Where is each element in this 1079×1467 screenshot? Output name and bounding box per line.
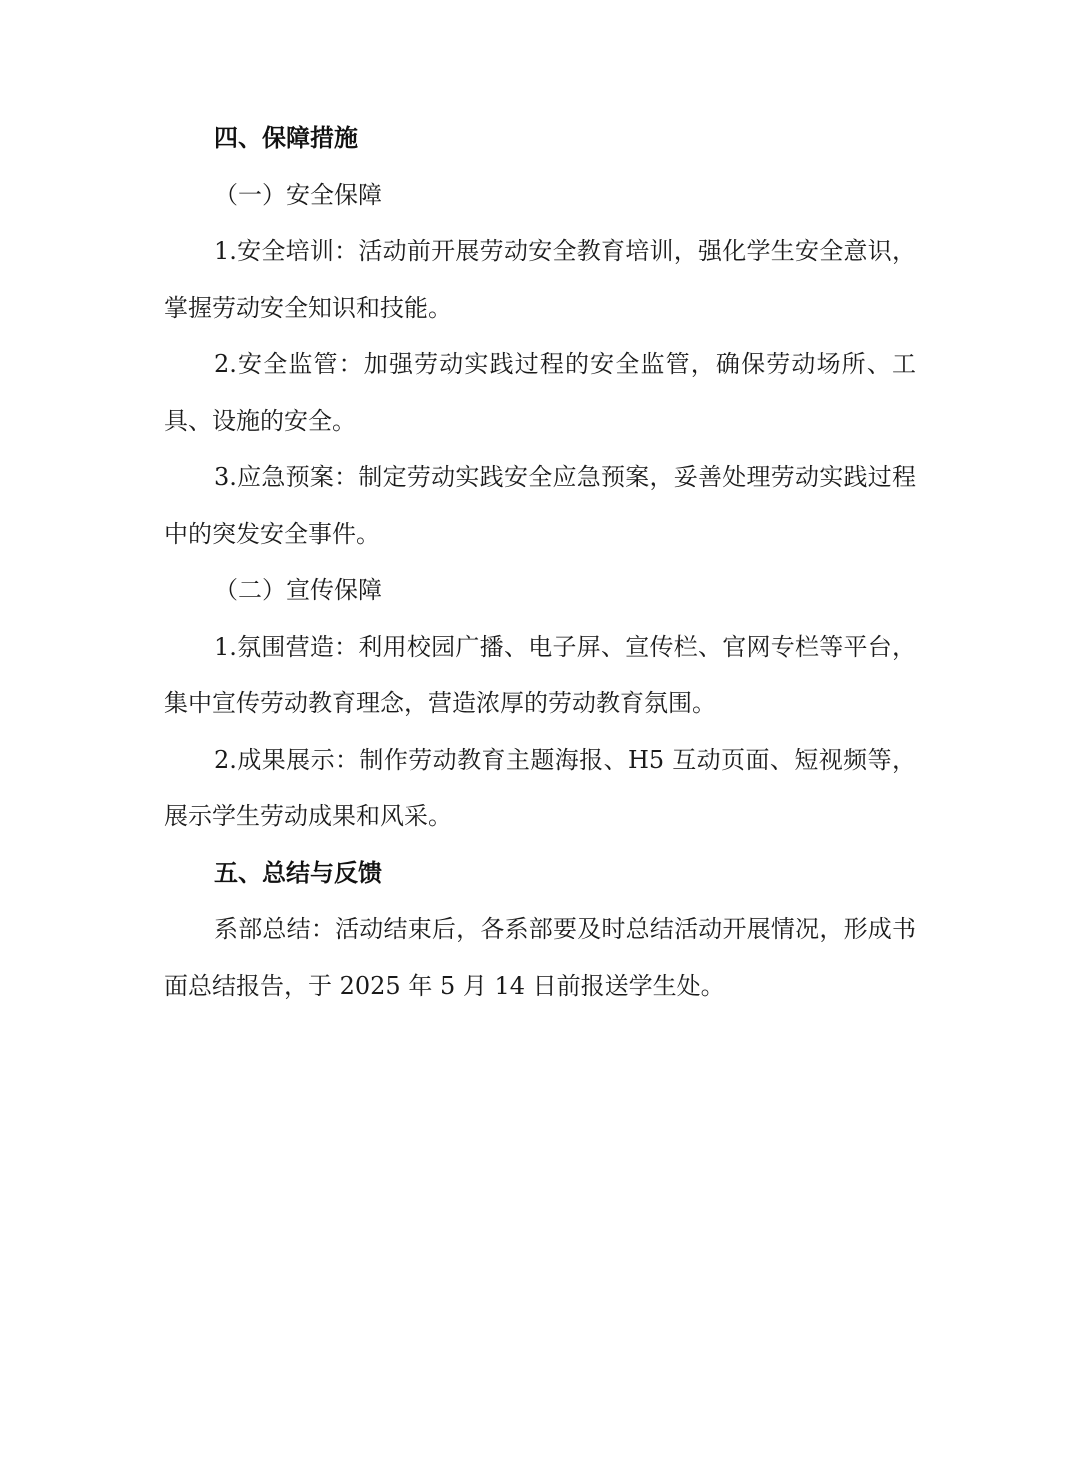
subsection-heading-publicity: （二）宣传保障 (214, 576, 382, 604)
paragraph-safety-training: 1.安全培训：活动前开展劳动安全教育培训，强化学生安全意识，掌握劳动安全知识和技能。 (164, 237, 916, 322)
paragraph-department-summary: 系部总结：活动结束后，各系部要及时总结活动开展情况，形成书面总结报告，于 2025 年 5 月 14 日前报送学生处。 (164, 915, 916, 1000)
paragraph-results-display: 2.成果展示：制作劳动教育主题海报、H5 互动页面、短视频等，展示学生劳动成果和风采。 (164, 745, 916, 830)
subsection-heading-safety: （一）安全保障 (214, 180, 382, 209)
section-heading-safeguards: 四、保障措施 (214, 124, 358, 152)
section-heading-summary: 五、总结与反馈 (214, 858, 382, 887)
paragraph-atmosphere: 1.氛围营造：利用校园广播、电子屏、宣传栏、官网专栏等平台，集中宣传劳动教育理念，营造浓厚的劳动教育氛围。 (164, 632, 916, 717)
paragraph-emergency-plan: 3.应急预案：制定劳动实践安全应急预案，妥善处理劳动实践过程中的突发安全事件。 (164, 463, 916, 548)
document-body (164, 110, 916, 1014)
paragraph-safety-supervision: 2.安全监管：加强劳动实践过程的安全监管，确保劳动场所、工具、设施的安全。 (164, 350, 916, 435)
